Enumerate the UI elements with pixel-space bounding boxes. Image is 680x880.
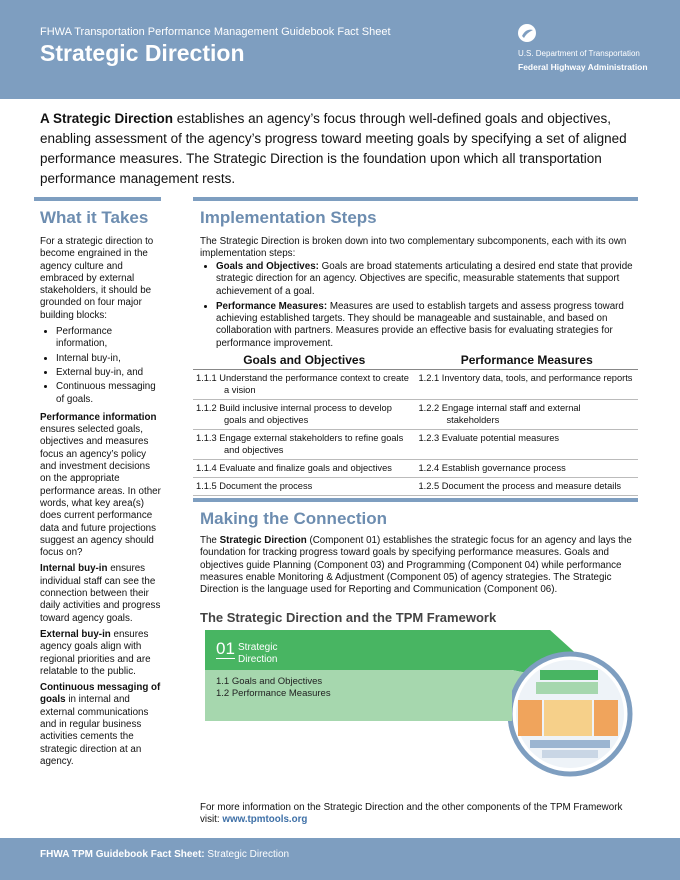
table-header-row <box>193 352 638 370</box>
department-name: U.S. Department of Transportation <box>518 49 640 58</box>
connection-title: Making the Connection <box>200 509 387 528</box>
connection-paragraph <box>200 535 638 596</box>
component-number: 01 <box>216 639 235 658</box>
list-item <box>216 301 651 350</box>
sidebar-paragraph <box>40 629 162 678</box>
list-item <box>216 261 651 298</box>
framework-component-03 <box>518 700 542 736</box>
list-item-bold: Goals and Objectives: <box>216 261 319 272</box>
connection-rule <box>193 498 638 502</box>
steps-table <box>193 352 638 496</box>
intro-bold: A Strategic Direction <box>40 111 174 126</box>
page-title: Strategic Direction <box>40 40 245 66</box>
column-header: Performance Measures <box>416 352 639 370</box>
list-item: • External buy-in, and <box>56 367 162 379</box>
sidebar-content <box>40 236 162 772</box>
list-item-bold: Performance Measures: <box>216 300 328 312</box>
implementation-title: Implementation Steps <box>200 208 377 227</box>
footer-bold: FHWA TPM Guidebook Fact Sheet: <box>40 849 205 860</box>
table-cell: 1.1.2 Build inclusive internal process to develop goals and objectives <box>193 400 416 430</box>
table-cell: 1.1.4 Evaluate and finalize goals and objectives <box>193 460 416 478</box>
table-cell: 1.2.2 Engage internal staff and external stakeholders <box>416 400 639 430</box>
table-cell: 1.1.3 Engage external stakeholders to refine goals and objectives <box>193 430 416 460</box>
connection-text-start: The <box>200 535 220 546</box>
table-row <box>193 370 638 400</box>
subcomponent-2: 1.2 Performance Measures <box>216 688 331 699</box>
list-item: • Continuous messaging of goals. <box>56 381 162 406</box>
agency-name: Federal Highway Administration <box>518 62 648 72</box>
more-info-paragraph <box>200 802 630 827</box>
table-cell: 1.1.1 Understand the performance context to create a vision <box>193 370 416 400</box>
fact-sheet-subtitle: FHWA Transportation Performance Management Guidebook Fact Sheet <box>40 26 391 38</box>
sidebar-paragraph-text: in internal and external communications and in regular business activities cements the strategic direction at an agency. <box>40 694 149 767</box>
tpmtools-link[interactable]: www.tpmtools.org <box>222 814 308 826</box>
usdot-logo-icon <box>518 24 536 42</box>
sidebar-title: What it Takes <box>40 208 149 227</box>
sidebar-paragraph-text: ensures agency goals align with regional priorities and are relatable to the public. <box>40 628 151 677</box>
table-cell: 1.2.5 Document the process and measure details <box>416 478 639 496</box>
table-row <box>193 478 638 496</box>
footer-text <box>40 849 289 860</box>
intro-paragraph <box>40 109 645 189</box>
intro-text: establishes an agency’s focus through well-defined goals and objectives, enabling assessment of the agency’s progress toward meeting goals by specifying a set of aligned performance measures. The Strategic Direction is the foundation upon which all transportation performance management rests. <box>40 111 627 186</box>
list-item: • Internal buy-in, <box>56 353 162 365</box>
sidebar-paragraph <box>40 682 162 768</box>
sidebar-paragraph-bold: Performance information <box>40 411 157 423</box>
implementation-list <box>200 261 651 353</box>
sidebar-paragraph <box>40 412 162 560</box>
sidebar-paragraph-text: ensures selected goals, objectives and measures focus an agency’s policy and investment decisions on the appropriate performance areas. In other words, what key area(s) does current performance data and future projections suggest an agency should focus on? <box>40 424 161 559</box>
more-info-text: For more information on the Strategic Direction and the other components of the TPM Framework visit: <box>200 802 623 826</box>
framework-component-06 <box>530 740 610 748</box>
framework-component-04 <box>544 700 592 736</box>
framework-component-02 <box>536 682 598 694</box>
framework-component-01 <box>540 670 598 680</box>
building-blocks-list <box>40 326 162 406</box>
sidebar-paragraph-text: ensures individual staff can see the connection between their daily activities and progress toward agency goals. <box>40 563 161 624</box>
sidebar-lead: For a strategic direction to become engrained in the agency culture and embraced by external stakeholders, it should be grounded on four major building blocks: <box>40 236 154 321</box>
sidebar-paragraph <box>40 563 162 624</box>
connection-bold: Strategic Direction <box>219 535 307 546</box>
table-cell: 1.2.1 Inventory data, tools, and performance reports <box>416 370 639 400</box>
table-cell: 1.1.5 Document the process <box>193 478 416 496</box>
sidebar-paragraph-bold: Continuous messaging of goals <box>40 682 161 706</box>
implementation-rule <box>193 197 638 201</box>
list-item-text: Goals are broad statements articulating a desired end state that provide strategic direction for an agency. Objectives are specific, measurable statements that support achievement of a goal. <box>216 261 633 297</box>
sidebar-rule <box>34 197 161 201</box>
sidebar-paragraph-bold: Internal buy-in <box>40 563 108 575</box>
implementation-lead: The Strategic Direction is broken down into two complementary subcomponents, each with its own implementation steps: <box>200 236 627 260</box>
framework-component-05 <box>594 700 618 736</box>
table-row <box>193 460 638 478</box>
column-header: Goals and Objectives <box>193 352 416 370</box>
table-row <box>193 430 638 460</box>
figure-title: The Strategic Direction and the TPM Framework <box>200 610 497 625</box>
framework-component-foundation <box>542 750 598 758</box>
footer-title: Strategic Direction <box>204 849 290 860</box>
sidebar-paragraph-bold: External buy-in <box>40 628 111 640</box>
table-cell: 1.2.3 Evaluate potential measures <box>416 430 639 460</box>
list-item: • Performance information, <box>56 326 162 351</box>
subcomponent-1: 1.1 Goals and Objectives <box>216 676 323 687</box>
list-item-text: Measures are used to establish targets and assess progress toward achieving established targets. They should be manageable and sustainable, and based on collaboration with partners. Measures provide an effective basis for evaluating strategies for performance improvement. <box>216 300 624 349</box>
connection-text: (Component 01) establishes the strategic focus for an agency and lays the foundation for tracking progress toward goals by specifying performance measures. Goals and objectives guide Planning (Component 03) and Programming (Component 04) while performance measures enable Monitoring & Adjustment (Component 05) of agency strategies. The Strategic Direction is the language used for Reporting and Communication (Component 06). <box>200 535 632 596</box>
table-cell: 1.2.4 Establish governance process <box>416 460 639 478</box>
component-name: Strategic Direction <box>238 642 278 665</box>
table-row <box>193 400 638 430</box>
